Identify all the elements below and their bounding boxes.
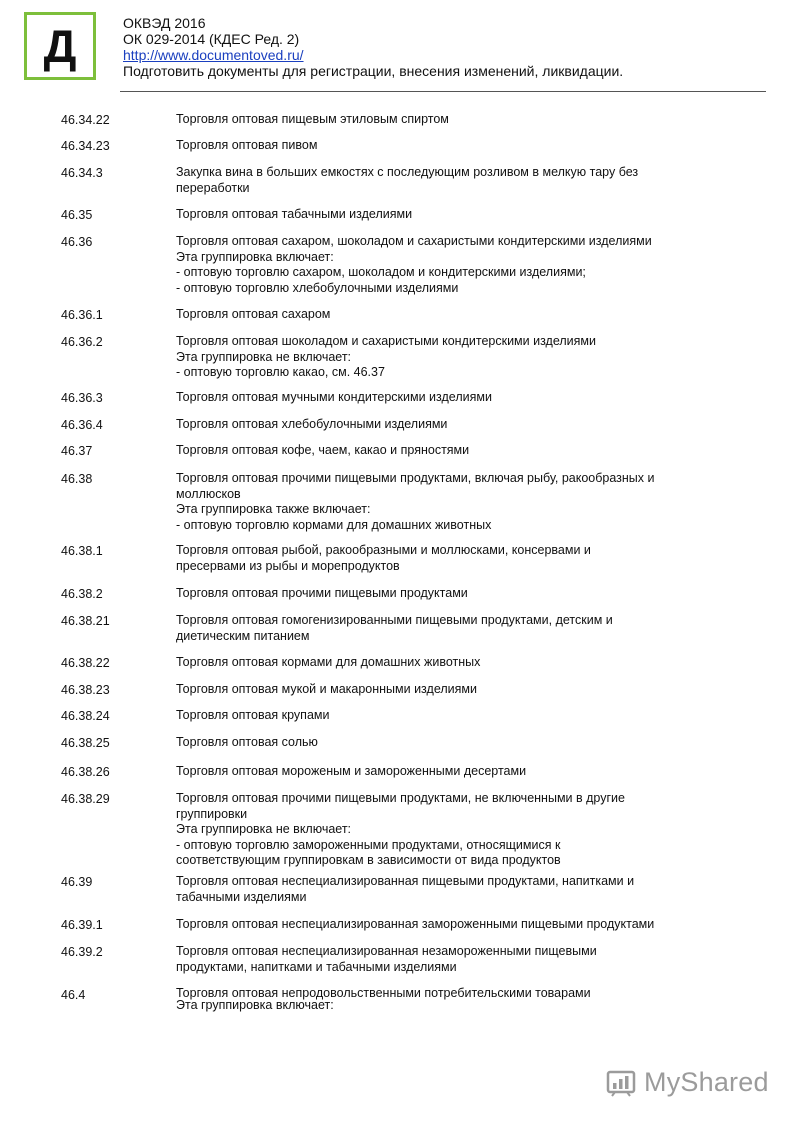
entry-code: 46.39.1 — [61, 918, 103, 932]
entry-description-line: Эта группировка также включает: — [176, 502, 371, 516]
entry-description-line: Торговля оптовая непродовольственными потребительскими товарами — [176, 986, 591, 1000]
entry-description-line: Торговля оптовая мукой и макаронными изделиями — [176, 682, 477, 696]
entry-code: 46.36.2 — [61, 335, 103, 349]
entry-code: 46.39 — [61, 875, 93, 889]
entry-description-line: Торговля оптовая табачными изделиями — [176, 207, 413, 221]
entry-description-line: Торговля оптовая сахаром, шоколадом и сахаристыми кондитерскими изделиями — [176, 234, 652, 248]
entry-description — [176, 334, 736, 381]
entry-code: 46.38.25 — [61, 736, 110, 750]
entry-description-line: продуктами, напитками и табачными изделиями — [176, 959, 457, 974]
entry-description-line: Торговля оптовая рыбой, ракообразными и моллюсками, консервами и — [176, 543, 591, 557]
entry-description — [176, 234, 736, 296]
entry-description-line: Торговля оптовая неспециализированная пищевыми продуктами, напитками и — [176, 874, 635, 888]
entry-code: 46.38.22 — [61, 656, 110, 670]
entry-description — [176, 471, 736, 533]
header-subtitle: ОК 029-2014 (КДЕС Ред. 2) — [123, 31, 300, 47]
entry-description-line: переработки — [176, 180, 250, 195]
entry-description-line: пресервами из рыбы и морепродуктов — [176, 558, 400, 573]
entry-description-line: Торговля оптовая пивом — [176, 138, 318, 152]
entry-code: 46.38.26 — [61, 765, 110, 779]
entry-code: 46.38.1 — [61, 544, 103, 558]
entry-description — [176, 443, 736, 459]
entry-description-line: Торговля оптовая неспециализированная незамороженными пищевыми — [176, 944, 597, 958]
entry-code: 46.34.22 — [61, 113, 110, 127]
entry-description-line: Торговля оптовая хлебобулочными изделиями — [176, 417, 448, 431]
entry-code: 46.37 — [61, 444, 93, 458]
entry-description-line: Торговля оптовая неспециализированная замороженными пищевыми продуктами — [176, 917, 655, 931]
header-divider — [120, 91, 766, 92]
entry-code: 46.4 — [61, 988, 86, 1002]
logo — [24, 12, 96, 80]
entry-description — [176, 764, 736, 780]
entry-description — [176, 543, 736, 574]
document-header — [123, 15, 623, 79]
entry-description-line: - оптовую торговлю сахаром, шоколадом и кондитерскими изделиями; — [176, 265, 586, 279]
entry-description-line: Торговля оптовая пищевым этиловым спиртом — [176, 112, 449, 126]
entry-description-line: группировки — [176, 806, 248, 821]
header-tagline: Подготовить документы для регистрации, внесения изменений, ликвидации. — [123, 63, 624, 79]
entry-description-line: Торговля оптовая прочими пищевыми продуктами — [176, 586, 468, 600]
entry-description — [176, 586, 736, 602]
entry-description-line: Торговля оптовая кормами для домашних животных — [176, 655, 481, 669]
entry-description-line: Закупка вина в больших емкостях с последующим розливом в мелкую тару без — [176, 165, 639, 179]
watermark — [606, 1067, 769, 1098]
entry-code: 46.35 — [61, 208, 93, 222]
entry-description-line: Торговля оптовая солью — [176, 735, 318, 749]
entry-code: 46.38.29 — [61, 792, 110, 806]
entry-description-line: - оптовую торговлю кормами для домашних животных — [176, 517, 492, 532]
watermark-text: MyShared — [644, 1067, 769, 1097]
entry-description — [176, 655, 736, 671]
entry-description — [176, 708, 736, 724]
entry-code: 46.38.21 — [61, 614, 110, 628]
entry-description-line: табачными изделиями — [176, 889, 307, 904]
entry-description — [176, 791, 736, 869]
entry-code: 46.36 — [61, 235, 93, 249]
entry-description-line: Торговля оптовая шоколадом и сахаристыми кондитерскими изделиями — [176, 334, 596, 348]
entry-code: 46.38.23 — [61, 683, 110, 697]
chart-logo-icon — [606, 1069, 638, 1097]
entry-description-line: Эта группировка включает: — [176, 249, 334, 264]
entry-description-line: Эта группировка не включает: — [176, 349, 352, 364]
entry-description-line: Торговля оптовая прочими пищевыми продуктами, не включенными в другие — [176, 791, 625, 805]
entry-description-line: диетическим питанием — [176, 628, 310, 643]
entry-description — [176, 874, 736, 905]
logo-letter: Д — [43, 20, 77, 72]
entry-description-line: Торговля оптовая сахаром — [176, 307, 331, 321]
entry-description — [176, 138, 736, 154]
entry-description-line: Торговля оптовая кофе, чаем, какао и пряностями — [176, 443, 470, 457]
entry-description — [176, 112, 736, 128]
entry-description-line: - оптовую торговлю какао, см. 46.37 — [176, 365, 385, 379]
entry-description — [176, 613, 736, 644]
entry-description — [176, 917, 736, 933]
entry-description — [176, 682, 736, 698]
entry-code: 46.38 — [61, 472, 93, 486]
entry-description — [176, 207, 736, 223]
entry-code: 46.36.3 — [61, 391, 103, 405]
entry-description-line: Торговля оптовая гомогенизированными пищевыми продуктами, детским и — [176, 613, 613, 627]
entry-code: 46.38.24 — [61, 709, 110, 723]
entry-code: 46.36.4 — [61, 418, 103, 432]
entry-code: 46.36.1 — [61, 308, 103, 322]
entry-description-line: Торговля оптовая прочими пищевыми продуктами, включая рыбу, ракообразных и — [176, 471, 655, 485]
site-link[interactable]: http://www.documentoved.ru/ — [123, 47, 304, 63]
entry-description-line: Торговля оптовая крупами — [176, 708, 330, 722]
entry-description — [176, 307, 736, 323]
entry-description-line: - оптовую торговлю замороженными продуктами, относящимися к — [176, 837, 561, 852]
entry-code: 46.34.3 — [61, 166, 103, 180]
header-title: ОКВЭД 2016 — [123, 15, 206, 31]
entry-description-line: - оптовую торговлю хлебобулочными изделиями — [176, 280, 459, 295]
entry-description — [176, 944, 736, 975]
entry-code: 46.38.2 — [61, 587, 103, 601]
entry-code: 46.39.2 — [61, 945, 103, 959]
entry-description-line: Эта группировка не включает: — [176, 822, 352, 836]
entry-code: 46.34.23 — [61, 139, 110, 153]
entry-description — [176, 390, 736, 406]
entry-description-line: соответствующим группировкам в зависимости от вида продуктов — [176, 853, 561, 867]
entry-description — [176, 987, 736, 1011]
entry-description — [176, 165, 736, 196]
entry-description — [176, 417, 736, 433]
entry-description — [176, 735, 736, 751]
entry-description-line: Эта группировка включает: — [176, 998, 334, 1012]
entry-description-line: моллюсков — [176, 486, 241, 501]
entry-description-line: Торговля оптовая мучными кондитерскими изделиями — [176, 390, 492, 404]
entry-description-line: Торговля оптовая мороженым и замороженными десертами — [176, 764, 527, 778]
